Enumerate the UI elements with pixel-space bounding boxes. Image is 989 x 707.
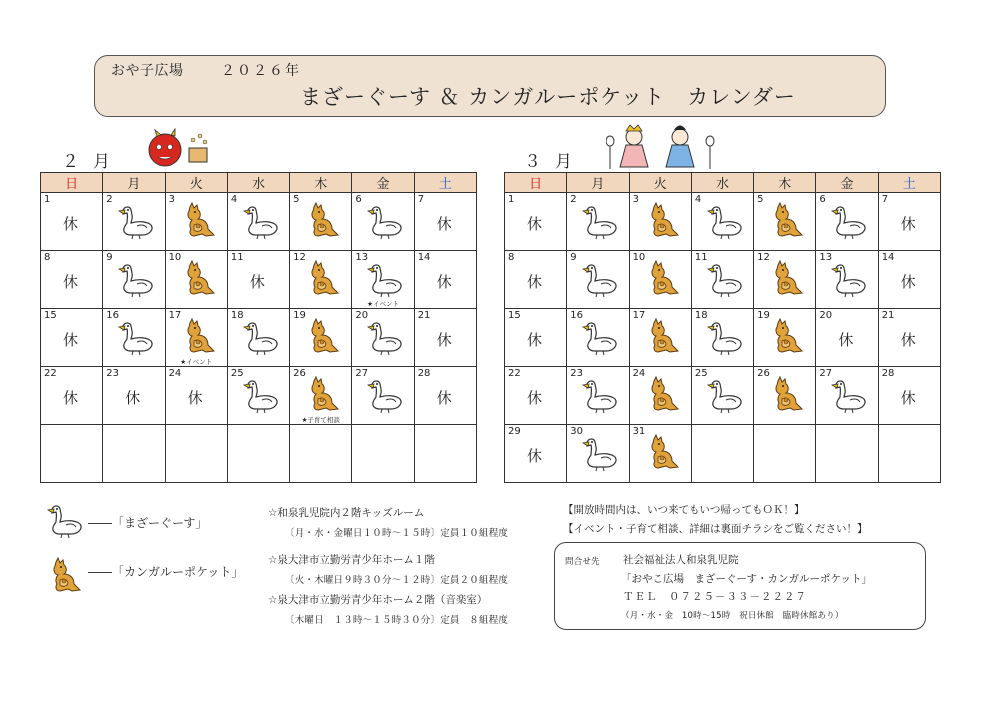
calendar-day-cell bbox=[414, 309, 476, 367]
goose-icon bbox=[581, 433, 621, 473]
closed-label: 休 bbox=[436, 273, 452, 291]
weekday-header: 水 bbox=[227, 173, 289, 193]
calendar-day-cell bbox=[505, 309, 567, 367]
calendar-day-cell bbox=[878, 309, 940, 367]
day-number: 15 bbox=[508, 310, 521, 321]
kangaroo-legend-label: ――「カンガルーポケット」 bbox=[88, 565, 244, 579]
header-banner bbox=[94, 55, 886, 117]
calendar-day-cell bbox=[290, 251, 352, 309]
day-number: 4 bbox=[694, 194, 702, 205]
calendar-day-cell bbox=[41, 309, 103, 367]
calendar-day-cell bbox=[754, 193, 816, 251]
contact-label: 問合せ先 bbox=[565, 557, 600, 567]
goose-icon bbox=[706, 317, 746, 357]
calendar-day-cell bbox=[41, 251, 103, 309]
calendar-day-cell bbox=[227, 425, 289, 483]
kangaroo-icon bbox=[180, 259, 220, 299]
contact-program: 「おやこ広場 まざーぐーす・カンガルーポケット」 bbox=[621, 573, 872, 585]
day-number: 17 bbox=[168, 310, 182, 321]
calendar-day-cell bbox=[691, 193, 753, 251]
day-number: 31 bbox=[632, 426, 646, 437]
goose-icon bbox=[366, 317, 406, 357]
goose-icon bbox=[242, 375, 282, 415]
location-1-detail: 〔月・水・金曜日１０時～１５時〕定員１０組程度 bbox=[285, 528, 509, 539]
contact-tel: ＴＥＬ ０７２５－３３－２２２７ bbox=[623, 591, 807, 603]
calendar-day-cell bbox=[505, 193, 567, 251]
weekday-header: 月 bbox=[567, 173, 629, 193]
day-number: 26 bbox=[757, 368, 770, 379]
closed-label: 休 bbox=[900, 389, 916, 407]
calendar-day-cell bbox=[103, 367, 165, 425]
calendar-day-cell bbox=[878, 193, 940, 251]
day-number: 15 bbox=[44, 310, 57, 321]
closed-label: 休 bbox=[900, 273, 916, 291]
calendar-day-cell bbox=[816, 193, 878, 251]
calendar-day-cell bbox=[227, 309, 289, 367]
day-number: 27 bbox=[819, 368, 833, 379]
calendar-day-cell bbox=[629, 367, 691, 425]
kangaroo-icon bbox=[644, 433, 684, 473]
calendar-day-cell bbox=[290, 309, 352, 367]
day-number: 11 bbox=[694, 252, 708, 263]
calendar-day-cell bbox=[352, 309, 414, 367]
day-number: 22 bbox=[508, 368, 521, 379]
calendar-day-cell bbox=[754, 367, 816, 425]
day-number: 19 bbox=[757, 310, 770, 321]
weekday-header: 火 bbox=[629, 173, 691, 193]
event-note: ★イベント bbox=[367, 300, 399, 308]
notice-line-1: 【開放時間内は、いつ来てもいつ帰ってもＯＫ！】 bbox=[563, 504, 805, 516]
calendar-day-cell bbox=[754, 425, 816, 483]
weekday-header: 日 bbox=[505, 173, 567, 193]
location-2-name: ☆泉大津市立勤労青少年ホーム１階 bbox=[268, 554, 435, 566]
goose-icon bbox=[706, 201, 746, 241]
goose-icon bbox=[117, 201, 157, 241]
calendar-week-row bbox=[505, 193, 941, 251]
calendar-day-cell bbox=[754, 309, 816, 367]
calendar-day-cell bbox=[878, 425, 940, 483]
calendar-day-cell bbox=[691, 367, 753, 425]
day-number: 7 bbox=[417, 194, 425, 205]
calendar-day-cell bbox=[414, 251, 476, 309]
org-label: おや子広場 bbox=[111, 63, 184, 79]
calendar-week-row bbox=[41, 309, 477, 367]
goose-icon bbox=[581, 259, 621, 299]
goose-icon bbox=[242, 317, 282, 357]
goose-icon bbox=[706, 375, 746, 415]
calendar-day-cell bbox=[41, 193, 103, 251]
calendar-day-cell bbox=[103, 425, 165, 483]
event-note: ★イベント bbox=[180, 358, 213, 366]
closed-label: 休 bbox=[63, 273, 79, 291]
calendar-day-cell bbox=[567, 425, 629, 483]
february-calendar bbox=[40, 172, 477, 483]
calendar-day-cell bbox=[165, 425, 227, 483]
goose-icon bbox=[366, 259, 406, 299]
contact-box bbox=[554, 542, 926, 630]
day-number: 4 bbox=[230, 194, 238, 205]
calendar-day-cell bbox=[505, 367, 567, 425]
closed-label: 休 bbox=[527, 389, 543, 407]
closed-label: 休 bbox=[436, 215, 452, 233]
calendar-week-row bbox=[505, 367, 941, 425]
goose-icon bbox=[581, 375, 621, 415]
calendar-week-row bbox=[41, 367, 477, 425]
calendar-day-cell bbox=[165, 193, 227, 251]
calendar-day-cell bbox=[816, 367, 878, 425]
goose-icon bbox=[581, 317, 621, 357]
calendar-day-cell bbox=[290, 367, 352, 425]
calendar-day-cell bbox=[103, 251, 165, 309]
kangaroo-icon bbox=[768, 201, 808, 241]
day-number: 9 bbox=[570, 252, 577, 263]
goose-icon bbox=[242, 201, 282, 241]
closed-label: 休 bbox=[527, 215, 543, 233]
calendar-week-row bbox=[505, 309, 941, 367]
location-2-detail: 〔火・木曜日９時３０分～１２時〕定員２０組程度 bbox=[285, 575, 509, 586]
kangaroo-icon bbox=[644, 317, 684, 357]
closed-label: 休 bbox=[436, 331, 452, 349]
day-number: 10 bbox=[632, 252, 646, 263]
calendar-day-cell bbox=[567, 251, 629, 309]
day-number: 12 bbox=[757, 252, 770, 263]
calendar-day-cell bbox=[414, 193, 476, 251]
closed-label: 休 bbox=[436, 389, 452, 407]
location-1-name: ☆和泉乳児院内２階キッズルーム bbox=[268, 507, 425, 519]
setsubun-oni-illustration bbox=[145, 126, 211, 168]
calendar-week-row bbox=[41, 193, 477, 251]
location-3-detail: 〔木曜日 １３時～１５時３０分〕定員 ８組程度 bbox=[285, 615, 509, 626]
kangaroo-icon bbox=[180, 201, 220, 241]
day-number: 7 bbox=[881, 194, 889, 205]
weekday-header: 木 bbox=[290, 173, 352, 193]
calendar-day-cell bbox=[165, 367, 227, 425]
day-number: 21 bbox=[417, 310, 431, 321]
mar-month-label: ３月 bbox=[524, 152, 586, 172]
calendar-day-cell bbox=[505, 251, 567, 309]
calendar-day-cell bbox=[290, 425, 352, 483]
calendar-day-cell bbox=[629, 309, 691, 367]
day-number: 3 bbox=[632, 194, 639, 205]
kangaroo-icon bbox=[768, 259, 808, 299]
event-note: ★子育て相談 bbox=[301, 416, 340, 424]
day-number: 26 bbox=[293, 368, 306, 379]
kangaroo-icon bbox=[304, 259, 344, 299]
calendar-day-cell bbox=[816, 251, 878, 309]
goose-icon bbox=[830, 259, 870, 299]
day-number: 9 bbox=[106, 252, 113, 263]
kangaroo-icon bbox=[180, 317, 220, 357]
calendar-day-cell bbox=[41, 425, 103, 483]
day-number: 18 bbox=[230, 310, 244, 321]
calendar-day-cell bbox=[629, 251, 691, 309]
calendar-day-cell bbox=[567, 193, 629, 251]
day-number: 13 bbox=[355, 252, 369, 263]
kangaroo-icon bbox=[768, 317, 808, 357]
closed-label: 休 bbox=[63, 215, 79, 233]
kangaroo-icon bbox=[768, 375, 808, 415]
calendar-day-cell bbox=[352, 367, 414, 425]
calendar-day-cell bbox=[878, 367, 940, 425]
day-number: 28 bbox=[881, 368, 895, 379]
calendar-day-cell bbox=[227, 367, 289, 425]
closed-label: 休 bbox=[527, 273, 543, 291]
kangaroo-icon bbox=[304, 317, 344, 357]
day-number: 24 bbox=[632, 368, 646, 379]
goose-icon bbox=[706, 259, 746, 299]
calendar-day-cell bbox=[691, 251, 753, 309]
calendar-week-row bbox=[41, 425, 477, 483]
calendar-day-cell bbox=[41, 367, 103, 425]
day-number: 10 bbox=[168, 252, 182, 263]
day-number: 1 bbox=[508, 194, 515, 205]
closed-label: 休 bbox=[900, 331, 916, 349]
day-number: 14 bbox=[881, 252, 895, 263]
day-number: 2 bbox=[570, 194, 577, 205]
day-number: 16 bbox=[570, 310, 584, 321]
closed-label: 休 bbox=[63, 389, 79, 407]
weekday-header: 土 bbox=[878, 173, 940, 193]
day-number: 20 bbox=[355, 310, 369, 321]
goose-icon bbox=[581, 201, 621, 241]
day-number: 3 bbox=[168, 194, 175, 205]
closed-label: 休 bbox=[527, 447, 543, 465]
kangaroo-icon bbox=[304, 201, 344, 241]
closed-label: 休 bbox=[249, 273, 265, 291]
calendar-day-cell bbox=[878, 251, 940, 309]
weekday-header: 土 bbox=[414, 173, 476, 193]
calendar-day-cell bbox=[352, 193, 414, 251]
day-number: 17 bbox=[632, 310, 646, 321]
weekday-header: 水 bbox=[691, 173, 753, 193]
location-3-name: ☆泉大津市立勤労青少年ホーム２階（音楽室） bbox=[268, 594, 488, 606]
goose-legend-label: ――「まざーぐーす」 bbox=[88, 516, 208, 530]
day-number: 25 bbox=[694, 368, 708, 379]
calendar-day-cell bbox=[227, 193, 289, 251]
goose-legend-icon bbox=[46, 500, 86, 540]
kangaroo-icon bbox=[644, 259, 684, 299]
day-number: 28 bbox=[417, 368, 431, 379]
calendar-day-cell bbox=[567, 367, 629, 425]
weekday-header: 木 bbox=[754, 173, 816, 193]
calendar-day-cell bbox=[227, 251, 289, 309]
day-number: 22 bbox=[44, 368, 57, 379]
day-number: 6 bbox=[355, 194, 362, 205]
day-number: 2 bbox=[106, 194, 113, 205]
calendar-day-cell bbox=[290, 193, 352, 251]
calendar-day-cell bbox=[103, 193, 165, 251]
march-calendar bbox=[504, 172, 941, 483]
day-number: 13 bbox=[819, 252, 833, 263]
closed-label: 休 bbox=[187, 389, 203, 407]
calendar-day-cell bbox=[165, 309, 227, 367]
closed-label: 休 bbox=[900, 215, 916, 233]
calendar-day-cell bbox=[567, 309, 629, 367]
day-number: 23 bbox=[570, 368, 584, 379]
calendar-day-cell bbox=[816, 425, 878, 483]
closed-label: 休 bbox=[838, 331, 854, 349]
goose-icon bbox=[830, 375, 870, 415]
closed-label: 休 bbox=[125, 389, 141, 407]
calendar-day-cell bbox=[103, 309, 165, 367]
day-number: 29 bbox=[508, 426, 521, 437]
weekday-header: 日 bbox=[41, 173, 103, 193]
day-number: 16 bbox=[106, 310, 120, 321]
kangaroo-icon bbox=[644, 201, 684, 241]
day-number: 30 bbox=[570, 426, 584, 437]
hina-dolls-illustration bbox=[606, 121, 716, 171]
day-number: 1 bbox=[44, 194, 51, 205]
day-number: 6 bbox=[819, 194, 826, 205]
goose-icon bbox=[366, 375, 406, 415]
day-number: 25 bbox=[230, 368, 244, 379]
day-number: 23 bbox=[106, 368, 120, 379]
calendar-day-cell bbox=[691, 425, 753, 483]
calendar-day-cell bbox=[352, 425, 414, 483]
calendar-day-cell bbox=[629, 193, 691, 251]
weekday-header: 金 bbox=[816, 173, 878, 193]
calendar-day-cell bbox=[816, 309, 878, 367]
weekday-header: 金 bbox=[352, 173, 414, 193]
goose-icon bbox=[117, 317, 157, 357]
notice-line-2: 【イベント・子育て相談、詳細は裏面チラシをご覧ください！】 bbox=[563, 523, 868, 535]
day-number: 8 bbox=[44, 252, 51, 263]
kangaroo-legend-icon bbox=[46, 556, 86, 596]
goose-icon bbox=[117, 259, 157, 299]
day-number: 18 bbox=[694, 310, 708, 321]
calendar-week-row bbox=[505, 251, 941, 309]
contact-org: 社会福祉法人和泉乳児院 bbox=[623, 554, 739, 566]
calendar-day-cell bbox=[691, 309, 753, 367]
calendar-day-cell bbox=[629, 425, 691, 483]
calendar-week-row bbox=[41, 251, 477, 309]
closed-label: 休 bbox=[63, 331, 79, 349]
calendar-week-row bbox=[505, 425, 941, 483]
goose-icon bbox=[366, 201, 406, 241]
day-number: 21 bbox=[881, 310, 895, 321]
closed-label: 休 bbox=[527, 331, 543, 349]
calendar-day-cell bbox=[505, 425, 567, 483]
contact-hours: （月・水・金 10時～15時 祝日休館 臨時休館あり） bbox=[621, 611, 844, 621]
goose-icon bbox=[830, 201, 870, 241]
calendar-day-cell bbox=[414, 367, 476, 425]
weekday-header: 火 bbox=[165, 173, 227, 193]
day-number: 12 bbox=[293, 252, 306, 263]
calendar-day-cell bbox=[754, 251, 816, 309]
weekday-header: 月 bbox=[103, 173, 165, 193]
day-number: 5 bbox=[293, 194, 300, 205]
day-number: 19 bbox=[293, 310, 306, 321]
page-title: まざーぐーす ＆ カンガルーポケット カレンダー bbox=[300, 85, 796, 109]
day-number: 11 bbox=[230, 252, 244, 263]
calendar-day-cell bbox=[165, 251, 227, 309]
feb-month-label: ２月 bbox=[62, 152, 124, 172]
day-number: 14 bbox=[417, 252, 431, 263]
day-number: 8 bbox=[508, 252, 515, 263]
calendar-day-cell bbox=[414, 425, 476, 483]
day-number: 27 bbox=[355, 368, 369, 379]
day-number: 20 bbox=[819, 310, 833, 321]
year-label: ２０２６年 bbox=[221, 63, 301, 79]
calendar-day-cell bbox=[352, 251, 414, 309]
day-number: 5 bbox=[757, 194, 764, 205]
kangaroo-icon bbox=[644, 375, 684, 415]
day-number: 24 bbox=[168, 368, 182, 379]
kangaroo-icon bbox=[304, 375, 344, 415]
